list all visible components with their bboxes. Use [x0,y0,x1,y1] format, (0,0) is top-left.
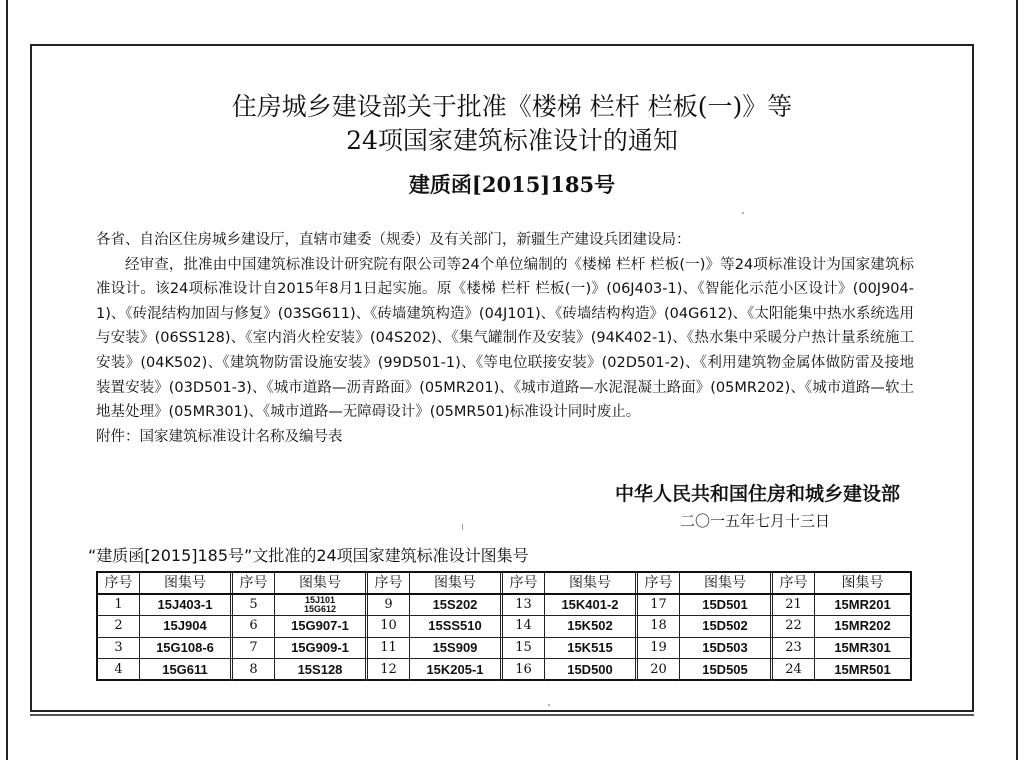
seq-cell: 9 [368,595,410,616]
seq-cell: 16 [503,659,545,681]
header-seq: 序号 [233,573,275,593]
scan-speck [742,212,744,214]
seq-cell: 6 [233,616,275,637]
code-cell: 15D501 [680,595,773,616]
code-cell: 15S202 [410,595,503,616]
header-code: 图集号 [545,573,638,593]
seq-cell: 8 [233,659,275,681]
scan-speck [462,524,463,530]
table-row [98,616,910,638]
code-cell: 15D505 [680,659,773,681]
table-row [98,659,910,681]
code-cell: 15K205-1 [410,659,503,681]
code-bottom: 15G612 [303,603,337,614]
seq-cell: 11 [368,638,410,659]
seq-cell: 20 [638,659,680,681]
seq-cell: 1 [98,595,140,616]
seq-cell: 18 [638,616,680,637]
header-code: 图集号 [841,574,884,591]
seq-cell: 22 [773,616,815,637]
scan-speck [548,704,550,706]
seq-cell: 12 [368,659,410,681]
code-cell: 15D500 [545,659,638,681]
seq-cell: 7 [233,638,275,659]
code-cell-double [275,595,368,616]
seq-cell: 2 [98,616,140,637]
code-top: 15J101 [304,594,336,605]
seq-cell: 5 [233,595,275,616]
table-row [98,638,910,660]
body-paragraph: 经审查，批准由中国建筑标准设计研究院有限公司等24个单位编制的《楼梯 栏杆 栏板(一)》等24项标准设计为国家建筑标准设计。该24项标准设计自2015年8月1日起实施。原《楼梯 栏杆 栏板(一)》(06J403-1)、《智能化示范小区设计》(00J904-1)、《砖混结构加固与修复》(03SG611)、《砖墙建筑构造》(04J101)、《砖墙结构构造》(04G612)、《太阳能集中热水系统选用与安装》(06SS128)、《室内消火栓安装》(04S202)、《集气罐制作及安装》(94K402-1)、《热水集中采暖分户热计量系统施工安装》(04K502)、《建筑物防雷设施安装》(99D501-1)、《等电位联接安装》(02D501-2)、《利用建筑物金属体做防雷及接地装置安装》(03D501-3)、《城市道路—沥青路面》(05MR201)、《城市道路—水泥混凝土路面》(05MR202)、《城市道路—软土地基处理》(05MR301)、《城市道路—无障碍设计》(05MR501)标准设计同时废止。 [96,256,914,421]
header-code: 图集号 [275,573,368,593]
header-seq: 序号 [368,573,410,593]
seq-cell: 17 [638,595,680,616]
title-line-1: 住房城乡建设部关于批准《楼梯 栏杆 栏板(一)》等 [231,92,793,121]
code-cell: 15J403-1 [140,595,233,616]
table-row [98,595,910,617]
code-cell: 15G907-1 [275,616,368,637]
code-cell: 15MR202 [834,618,891,634]
seq-cell: 4 [98,659,140,681]
code-cell: 15MR501 [834,661,891,677]
title-line-2: 24项国家建筑标准设计的通知 [346,126,678,155]
seq-cell: 14 [503,616,545,637]
code-cell: 15S128 [275,659,368,681]
code-cell: 15J904 [140,616,233,637]
scan-right-edge [1016,0,1018,760]
code-cell: 15MR201 [834,596,891,612]
code-cell: 15K502 [545,616,638,637]
seq-cell: 19 [638,638,680,659]
scan-left-edge [6,0,8,760]
code-cell: 15K515 [545,638,638,659]
document-number: 建质函[2015]185号 [408,172,616,197]
header-seq: 序号 [98,573,140,593]
header-seq: 序号 [638,573,680,593]
seq-cell: 15 [503,638,545,659]
code-cell: 15D503 [680,638,773,659]
seq-cell: 23 [773,638,815,659]
addressee: 各省、自治区住房城乡建设厅，直辖市建委（规委）及有关部门，新疆生产建设兵团建设局： [96,232,691,248]
code-cell: 15K401-2 [545,595,638,616]
atlas-number-table [96,571,912,681]
notice-body [96,228,914,449]
issuer: 中华人民共和国住房和城乡建设部 [614,483,900,505]
attachment-line: 附件：国家建筑标准设计名称及编号表 [96,428,343,445]
code-cell: 15MR301 [834,639,891,655]
code-cell: 15SS510 [410,616,503,637]
issue-date: 二〇一五年七月十三日 [679,512,830,530]
header-code: 图集号 [140,573,233,593]
seq-cell: 3 [98,638,140,659]
seq-cell: 10 [368,616,410,637]
table-caption: “建质函[2015]185号”文批准的24项国家建筑标准设计图集号 [88,546,529,565]
header-code: 图集号 [410,573,503,593]
code-cell: 15G611 [140,659,233,681]
code-cell: 15D502 [680,616,773,637]
seq-cell: 24 [773,659,815,681]
seq-cell: 13 [503,595,545,616]
code-cell: 15S909 [410,638,503,659]
seq-cell: 21 [773,595,815,616]
header-code: 图集号 [680,573,773,593]
code-cell: 15G108-6 [140,638,233,659]
table-header-row [98,573,910,595]
header-seq: 序号 [503,573,545,593]
header-seq: 序号 [773,573,815,593]
code-cell: 15G909-1 [275,638,368,659]
